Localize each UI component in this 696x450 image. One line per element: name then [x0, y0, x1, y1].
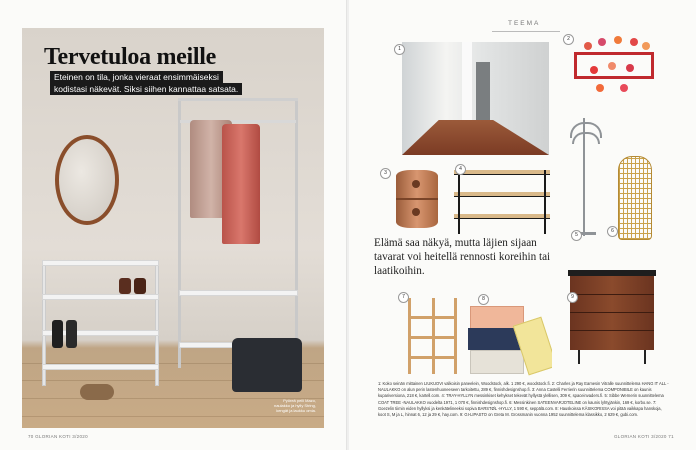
brown-shoe-left	[119, 278, 131, 294]
product-image-2-hang-it-all	[570, 34, 662, 104]
left-folio: 70 GLORIAN KOTI 3/2020	[28, 434, 88, 439]
section-rule	[492, 31, 560, 32]
red-coat	[222, 124, 260, 244]
product-image-9-gi-dresser	[566, 268, 660, 366]
shoe-shelf-4	[42, 364, 159, 370]
black-boot-right	[66, 320, 77, 348]
brown-shoe-right	[134, 278, 146, 294]
item-number-9: 9	[567, 292, 578, 303]
leopard-loafers	[80, 384, 114, 400]
section-label: TEEMA	[508, 20, 541, 27]
subtitle-line-1: Eteinen on tila, jonka vieraat ensimmäiseksi	[50, 71, 223, 83]
subtitle-line-2: kodistasi näkevät. Siksi siihen kannattaa satsata.	[50, 83, 242, 95]
product-image-6-umbrella-stand	[614, 148, 654, 240]
item-number-7: 7	[398, 292, 409, 303]
product-image-5-coat-tree	[566, 112, 602, 242]
product-image-4-tray-shelf	[452, 164, 552, 236]
photo-caption: Pyöreä peili Mazo, naulakko ja hylly String, kengät ja laukku omia.	[273, 398, 316, 413]
section-heading: Elämä saa näkyä, mutta läjien sijaan tavarat voi heitellä rennosti koreihin tai laatikoihin.	[374, 237, 551, 277]
item-number-1: 1	[394, 44, 405, 55]
rack-shelf-1	[179, 290, 298, 296]
product-image-7-wooden-shelf	[402, 296, 462, 376]
rack-post-left	[178, 98, 181, 368]
page-title: Tervetuloa meille	[44, 44, 216, 70]
rack-post-right	[295, 98, 298, 368]
dark-bag	[232, 338, 302, 392]
black-boot-left	[52, 320, 63, 348]
page-subtitle	[50, 71, 242, 95]
item-number-5: 5	[571, 230, 582, 241]
round-mirror	[55, 135, 119, 225]
item-number-3: 3	[380, 168, 391, 179]
item-number-4: 4	[455, 164, 466, 175]
rack-top-bar	[178, 98, 298, 101]
product-image-3-componibili	[392, 168, 442, 230]
shoe-shelf-2	[42, 294, 159, 300]
product-image-1-wardrobe-corridor	[402, 42, 549, 155]
item-number-8: 8	[478, 294, 489, 305]
product-descriptions: 1: Koko seinän mittainen LIUKUOVI valkoisin paneelein, Woodstock, alk. 1 290 €, woodstock.fi. 2: Charles ja Ray Eamesin Vitralle suunnittelema HANG IT ALL -NAULAKKO on alun perin lastenhuoneeseen tarkoitettu, 289 €, finnishdesignshop.fi. 3: Anna Castelli Ferrierin suunnittelema COMPONIBILE on kaunis kupariversiona, 218 €, kartell.com. 4: TRAY-HYLLYN messinkiset kehykset tekevät hyllystä ylellisen, 309 €, spaceinvaders.fi. 5: Sibbe Wernerin suunnittelema COAT TREE -NAULAKKO vuodelta 1971, 1 070 €, finnishdesignshop.fi. 6: Messinkinen SATEENVARJOTELINE on kaunis lyhtyjänkin, 169 €, korbo.se. 7: Goezelin tiimin eiden hyllyksi ja kenkätelineeksi sopiva BARSTØL -HYLLY, 1 590 €, seppälä.com. 8: Hauskoissa KÄSIKORISSA voi pitää vaikkapa hanskoja, koot S, M ja L, hinnat 6, 12 ja 29 €, hay.com. 9: GI-LIPASTO on Greta M. Grossmanin vuonna 1952 suunnittelema klassikko, 2 629 €, gubi.com.	[378, 381, 669, 418]
shoe-shelf-1	[42, 260, 159, 266]
right-folio: GLORIAN KOTI 3/2020 71	[614, 434, 674, 439]
item-number-6: 6	[607, 226, 618, 237]
left-page	[0, 0, 347, 450]
product-image-8-crates	[466, 300, 552, 378]
item-number-2: 2	[563, 34, 574, 45]
